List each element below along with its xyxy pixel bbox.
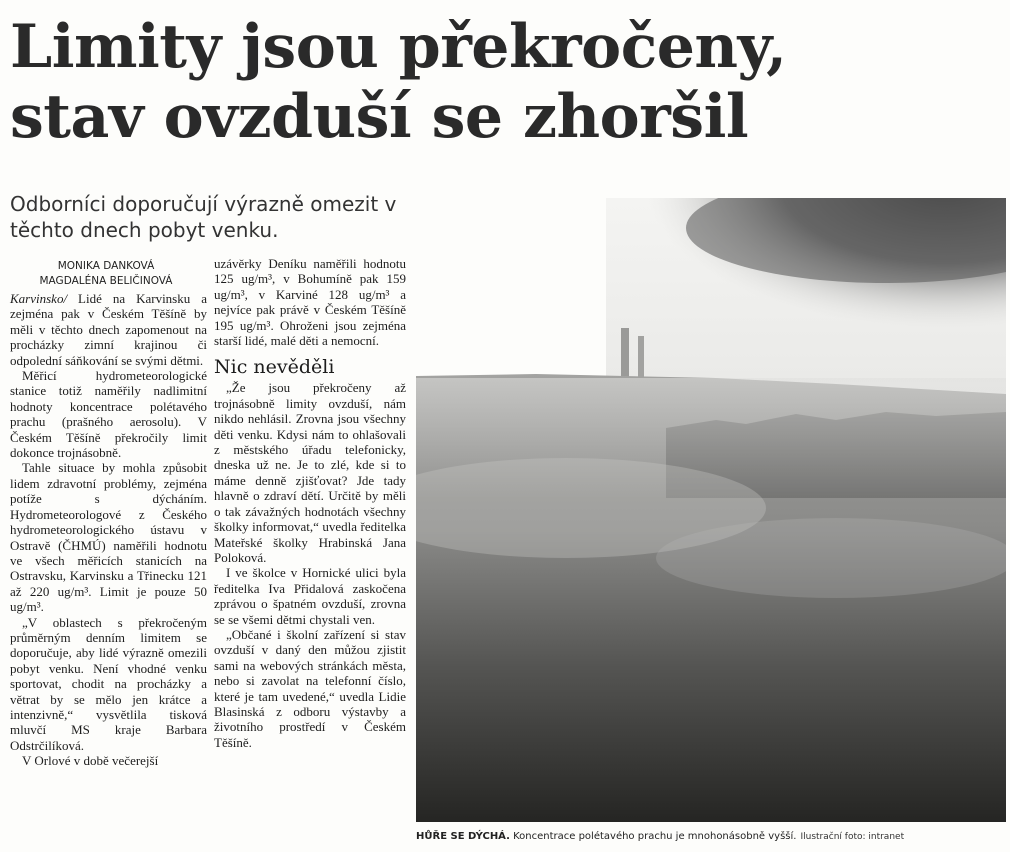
photo-credit: Ilustrační foto: intranet	[800, 832, 905, 842]
article-paragraph: uzávěrky Deníku naměřili hodnotu 125 ug/m³, v Bohumíně pak 159 ug/m³, v Karviné 128 ug/m³ a nejvíce pak právě v Českém Těšíně 195 ug/m³. Ohroženi jsou zejména starší lidé, malé děti a nemocní.	[214, 256, 406, 349]
caption-text: Koncentrace polétavého prachu je mnohonásobně vyšší.	[509, 831, 797, 842]
article-paragraph: Tahle situace by mohla způsobit lidem zdravotní problémy, zejména potíže s dýcháním. Hydrometeorologové z Českého hydrometeorologického ústavu v Ostravě (ČHMÚ) naměřili hodnotu ve všech měřicích stanicích na Ostravsku, Karvinsku a Třinecku 121 až 220 ug/m³. Limit je pouze 50 ug/m³.	[10, 460, 207, 615]
article-paragraph: „Že jsou překročeny až trojnásobně limity ovzduší, nám nikdo nehlásil. Zrovna jsou všechny děti venku. Kdysi nám to ohlašovali z městského úřadu telefonicky, dneska už ne. Je to zlé, kde si to máme denně zjišťovat? Jde tady hlavně o zdraví dětí. Určitě by měli o tak závažných hodnotách všechny školky informovat,“ uvedla ředitelka Mateřské školky Hrabinská Jana Poloková.	[214, 380, 406, 565]
caption-lead: HŮŘE SE DÝCHÁ.	[416, 831, 510, 842]
headline-line-2: stav ovzduší se zhoršil	[10, 82, 749, 152]
byline	[12, 259, 200, 289]
author-name: MONIKA DANKOVÁ	[57, 260, 155, 272]
photo-illustration	[416, 198, 1006, 822]
dateline: Karvinsko/	[10, 291, 68, 306]
article-column-2	[214, 256, 406, 750]
headline	[10, 12, 1000, 152]
section-subhead: Nic nevěděli	[214, 356, 335, 379]
author-name: MAGDALÉNA BELIČINOVÁ	[39, 275, 173, 287]
headline-line-1: Limity jsou překročeny,	[10, 12, 787, 82]
smog-landscape-photo	[416, 198, 1006, 822]
article-paragraph: I ve školce v Hornické ulici byla ředitelka Iva Přidalová zaskočena zprávou o špatném ovzduší, zrovna se se všemi dětmi chystali ven.	[214, 565, 406, 627]
article-paragraph: Karvinsko/ Lidé na Karvinsku a zejména pak v Českém Těšíně by měli v těchto dnech zapomenout na procházky zimní krajinou či odpolední sáňkování se svými dětmi.	[10, 291, 207, 368]
article-paragraph: „Občané i školní zařízení si stav ovzduší v daný den můžou zjistit sami na webových stránkách města, nebo si zavolat na telefonní číslo, které je tam uvedené,“ uvedla Lidie Blasinská z odboru výstavby a životního prostředí v Českém Těšíně.	[214, 626, 406, 750]
article-paragraph: „V oblastech s překročeným průměrným denním limitem se doporučuje, aby lidé výrazně omezili pobyt venku. Není vhodné venku sportovat, chodit na procházky a větrat by se mělo jen krátce a intenzivně,“ vysvětlila tisková mluvčí MS kraje Barbara Odstrčilíková.	[10, 614, 207, 753]
photo-caption	[416, 830, 1006, 844]
article-paragraph: Měřicí hydrometeorologické stanice totiž naměřily nadlimitní hodnoty koncentrace polétavého prachu (prašného aerosolu). V Českém Těšíně překročily limit dokonce trojnásobně.	[10, 368, 207, 461]
article-column-1	[10, 291, 207, 769]
article-paragraph: V Orlové v době večerejší	[22, 753, 159, 769]
deck-subtitle: Odborníci doporučují výrazně omezit v těchto dnech pobyt venku.	[10, 192, 397, 242]
